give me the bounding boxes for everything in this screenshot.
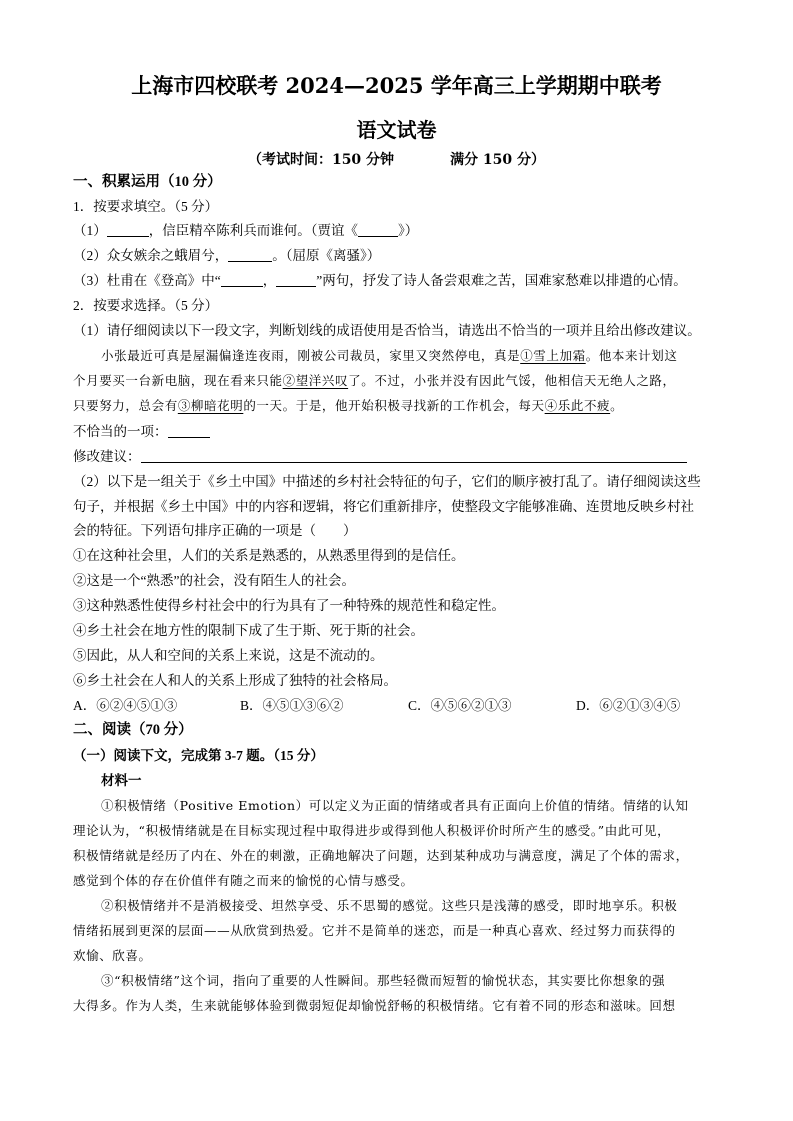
item-text: ”两句，抒发了诗人备尝艰难之苦，国难家愁难以排遣的心情。 [316, 273, 687, 288]
fill-blank[interactable] [228, 247, 272, 262]
sentence-item: ③这种熟悉性使得乡村社会中的行为具有了一种特殊的规范性和稳定性。 [73, 598, 505, 613]
answer-blank[interactable] [168, 423, 210, 438]
item-text: （3）杜甫在《登高》中“ [73, 273, 221, 288]
section-heading-accumulation: 一、积累运用（10 分） [73, 174, 222, 190]
item-text: （2）众女嫉余之蛾眉兮， [73, 248, 229, 263]
passage-line-2 [73, 372, 676, 390]
answer-blank[interactable] [141, 448, 687, 463]
question-1-item-1 [73, 222, 418, 240]
exam-subtitle: 语文试卷 [356, 118, 437, 142]
para-2-line: ②积极情绪并不是消极接受、坦然享受、乐不思蜀的感觉。这些只是浅薄的感受，即时地享乐。积极 [101, 898, 678, 913]
idiom-option-4: ④乐此不疲 [544, 398, 611, 413]
suggestion-label: 修改建议： [73, 449, 141, 464]
item-text: 》） [398, 223, 419, 238]
choice-c[interactable]: C．④⑤⑥②①③ [408, 698, 512, 713]
passage-text: 的一天。于是，他开始积极寻找新的工作机会，每天 [243, 398, 545, 413]
choice-d[interactable]: D．⑥②①③④⑤ [576, 698, 681, 713]
item-text: 。（屈原《离骚》） [272, 248, 381, 263]
exam-title: 上海市四校联考 2024—2025 学年高三上学期期中联考 [131, 73, 662, 98]
question-2-sub-2-line-2: 句子，并根据《乡土中国》中的内容和逻辑，将它们重新排序，使整段文字能够准确、连贯地反映乡村社 [73, 499, 694, 514]
passage-text: 了。不过，小张并没有因此气馁，他相信天无绝人之路， [348, 373, 676, 388]
exam-info [0, 149, 793, 169]
idiom-option-3: ③柳暗花明 [177, 398, 244, 413]
fill-blank[interactable] [107, 222, 149, 237]
suggestion-row [73, 448, 687, 466]
question-2-sub-1-prompt: （1）请仔细阅读以下一段文字，判断划线的成语使用是否恰当，请选出不恰当的一项并且给出修改建议。 [73, 323, 701, 338]
passage-line-3 [73, 397, 623, 415]
sentence-item: ④乡土社会在地方性的限制下成了生于斯、死于斯的社会。 [73, 623, 424, 638]
para-1-line: ①积极情绪（Positive Emotion）可以定义为正面的情绪或者具有正面向上价值的情绪。情绪的认知 [101, 798, 689, 813]
para-3-line: 大得多。作为人类，生来就能够体验到微弱短促却愉悦舒畅的积极情绪。它有着不同的形态和滋味。回想 [73, 998, 676, 1013]
item-text: ， [262, 273, 277, 288]
question-1-prompt: 1．按要求填空。（5 分） [73, 199, 219, 214]
improper-answer-row [73, 423, 210, 441]
question-2-prompt: 2．按要求选择。（5 分） [73, 298, 219, 313]
item-number: （1） [73, 223, 107, 238]
idiom-option-1: ①雪上加霜 [520, 348, 586, 363]
passage-text: 小张最近可真是屋漏偏逢连夜雨，刚被公司裁员，家里又突然停电，真是 [101, 348, 521, 363]
exam-time: （考试时间：150 分钟 [247, 152, 395, 168]
para-1-line: 理论认为，“积极情绪就是在目标实现过程中取得进步或得到他人积极评价时所产生的感受。”由此可见， [73, 823, 671, 838]
question-2-sub-2-line-1: （2）以下是一组关于《乡土中国》中描述的乡村社会特征的句子，它们的顺序被打乱了。请仔细阅读这些 [73, 474, 701, 489]
sentence-item: ①在这种社会里，人们的关系是熟悉的，从熟悉里得到的是信任。 [73, 548, 465, 563]
para-2-line: 情绪拓展到更深的层面——从欣赏到热爱。它并不是简单的迷恋，而是一种真心喜欢、经过努力而获得的 [73, 923, 676, 938]
material-label: 材料一 [101, 773, 142, 788]
question-1-item-3 [73, 272, 687, 290]
exam-score: 满分 150 分） [450, 152, 546, 168]
passage-line-1 [101, 347, 677, 365]
item-text: ，信臣精卒陈利兵而谁何。（贾谊《 [148, 223, 358, 238]
fill-blank[interactable] [221, 272, 263, 287]
sentence-item: ②这是一个“熟悉”的社会，没有陌生人的社会。 [73, 573, 355, 588]
reading-sub-heading: （一）阅读下文，完成第 3-7 题。（15 分） [73, 748, 324, 763]
passage-text: 个月要买一台新电脑，现在看来只能 [73, 373, 283, 388]
fill-blank[interactable] [358, 222, 398, 237]
para-1-line: 感觉到个体的存在价值伴有随之而来的愉悦的心情与感受。 [73, 873, 414, 888]
section-heading-reading: 二、阅读（70 分） [73, 722, 193, 738]
sentence-item: ⑥乡土社会在人和人的关系上形成了独特的社会格局。 [73, 673, 397, 688]
question-2-sub-2-line-3: 会的特征。下列语句排序正确的一项是（ ） [73, 523, 357, 538]
fill-blank[interactable] [276, 272, 316, 287]
choice-b[interactable]: B．④⑤①③⑥② [240, 698, 344, 713]
para-1-line: 积极情绪就是经历了内在、外在的刺激，正确地解决了问题，达到某种成功与满意度，满足了个体的需求， [73, 848, 689, 863]
passage-text: 只要努力，总会有 [73, 398, 178, 413]
improper-label: 不恰当的一项： [73, 424, 168, 439]
para-3-line: ③“积极情绪”这个词，指向了重要的人性瞬间。那些轻微而短暂的愉悦状态，其实要比你想象的强 [101, 973, 666, 988]
choice-a[interactable]: A．⑥②④⑤①③ [73, 698, 178, 713]
passage-text: 。 [610, 398, 624, 413]
passage-text: 。他本来计划这 [585, 348, 678, 363]
para-2-line: 欢愉、欣喜。 [73, 948, 152, 963]
question-1-item-2 [73, 247, 380, 265]
idiom-option-2: ②望洋兴叹 [282, 373, 349, 388]
sentence-item: ⑤因此，从人和空间的关系上来说，这是不流动的。 [73, 648, 384, 663]
